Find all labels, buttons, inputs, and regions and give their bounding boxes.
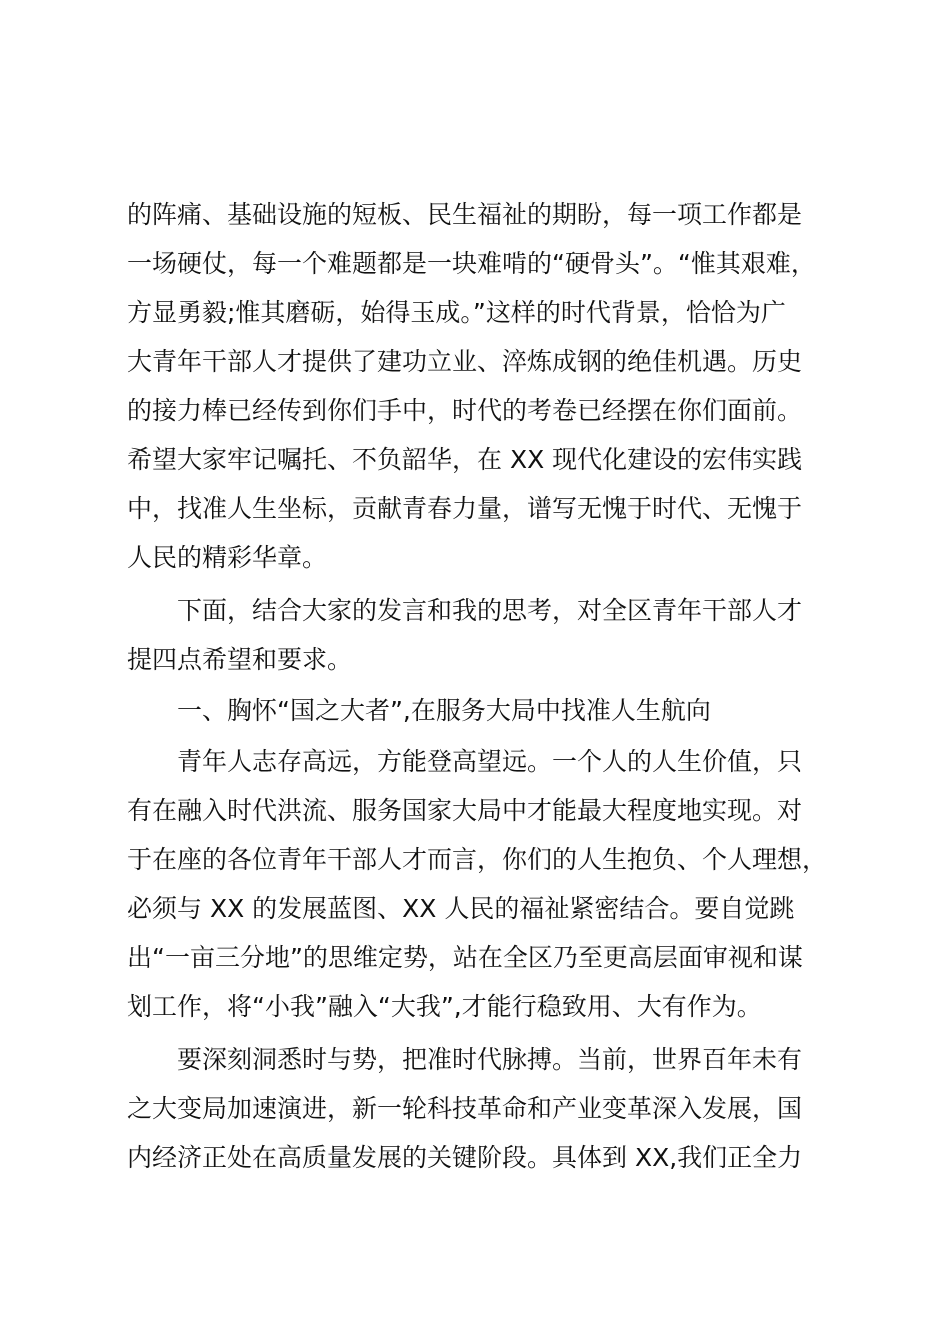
- text-line: 内经济正处在高质量发展的关键阶段。具体到 XX,我们正全力: [127, 1143, 803, 1172]
- text-line: 的接力棒已经传到你们手中，时代的考卷已经摆在你们面前。: [127, 396, 803, 425]
- text-line: 人民的精彩华章。: [127, 543, 328, 572]
- text-line: 于在座的各位青年干部人才而言，你们的人生抱负、个人理想，: [127, 845, 828, 874]
- text-line: 中，找准人生坐标，贡献青春力量，谱写无愧于时代、无愧于: [127, 494, 803, 523]
- text-line: 有在融入时代洪流、服务国家大局中才能最大程度地实现。对: [127, 796, 803, 825]
- section-heading: 一、胸怀“国之大者”,在服务大局中找准人生航向: [127, 696, 711, 725]
- text-line: 青年人志存高远，方能登高望远。一个人的人生价值，只: [127, 747, 803, 776]
- text-line: 划工作，将“小我”融入“大我”,才能行稳致用、大有作为。: [127, 992, 762, 1021]
- text-line: 必须与 XX 的发展蓝图、XX 人民的福祉紧密结合。要自觉跳: [127, 894, 795, 923]
- text-line: 要深刻洞悉时与势，把准时代脉搏。当前，世界百年未有: [127, 1045, 803, 1074]
- text-line: 下面，结合大家的发言和我的思考，对全区青年干部人才: [127, 596, 803, 625]
- text-line: 方显勇毅;惟其磨砺，始得玉成。”这样的时代背景，恰恰为广: [127, 298, 786, 327]
- text-line: 一场硬仗，每一个难题都是一块难啃的“硬骨头”。“惟其艰难，: [127, 249, 816, 278]
- text-line: 的阵痛、基础设施的短板、民生福祉的期盼，每一项工作都是: [127, 200, 803, 229]
- text-line: 提四点希望和要求。: [127, 645, 353, 674]
- text-line: 出“一亩三分地”的思维定势，站在全区乃至更高层面审视和谋: [127, 943, 803, 972]
- text-line: 之大变局加速演进，新一轮科技革命和产业变革深入发展，国: [127, 1094, 803, 1123]
- text-line: 大青年干部人才提供了建功立业、淬炼成钢的绝佳机遇。历史: [127, 347, 803, 376]
- document-body: [127, 190, 827, 1182]
- text-line: 希望大家牢记嘱托、不负韶华，在 XX 现代化建设的宏伟实践: [127, 445, 803, 474]
